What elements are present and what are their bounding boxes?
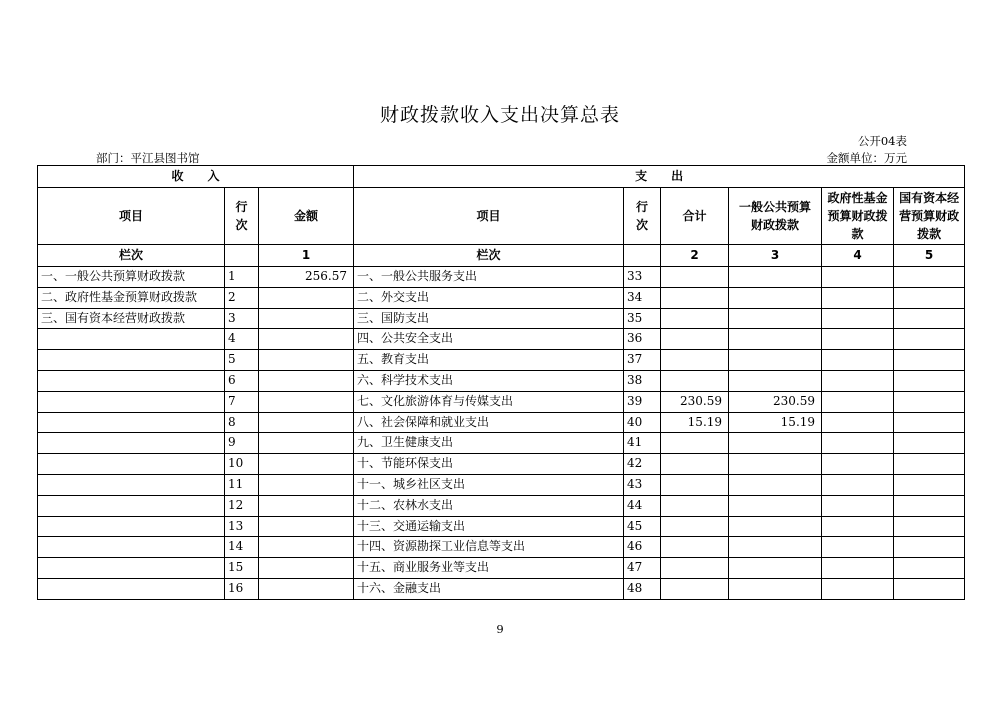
state-capital-cell	[894, 495, 965, 516]
general-budget-cell	[729, 350, 822, 371]
total-cell	[661, 454, 729, 475]
income-row-no-cell: 11	[225, 474, 259, 495]
total-cell	[661, 474, 729, 495]
table-row	[38, 391, 965, 412]
general-budget-cell	[729, 267, 822, 288]
gov-fund-cell	[822, 578, 894, 599]
total-cell	[661, 350, 729, 371]
general-budget-cell: 230.59	[729, 391, 822, 412]
income-amount-cell	[259, 433, 354, 454]
table-row	[38, 578, 965, 599]
gov-fund-cell	[822, 308, 894, 329]
column-number-row	[38, 245, 965, 267]
state-capital-cell	[894, 474, 965, 495]
expense-row-no-cell: 34	[624, 287, 661, 308]
column-number-2: 2	[661, 245, 729, 267]
table-row	[38, 537, 965, 558]
column-number-4: 4	[822, 245, 894, 267]
gov-fund-cell	[822, 474, 894, 495]
expense-row-no-cell: 43	[624, 474, 661, 495]
income-amount-header: 金额	[259, 188, 354, 245]
general-budget-cell	[729, 433, 822, 454]
gov-fund-cell	[822, 350, 894, 371]
state-capital-cell	[894, 578, 965, 599]
expense-row-no-cell: 35	[624, 308, 661, 329]
total-cell	[661, 537, 729, 558]
total-cell: 15.19	[661, 412, 729, 433]
expense-item-cell: 十一、城乡社区支出	[354, 474, 624, 495]
table-row	[38, 516, 965, 537]
column-number-blank	[225, 245, 259, 267]
total-cell	[661, 516, 729, 537]
gov-fund-cell	[822, 433, 894, 454]
expense-row-no-cell: 48	[624, 578, 661, 599]
state-capital-cell	[894, 391, 965, 412]
income-amount-cell	[259, 391, 354, 412]
expense-item-cell: 四、公共安全支出	[354, 329, 624, 350]
expense-item-cell: 七、文化旅游体育与传媒支出	[354, 391, 624, 412]
column-header-row	[38, 188, 965, 245]
expense-item-cell: 十四、资源勘探工业信息等支出	[354, 537, 624, 558]
table-row	[38, 350, 965, 371]
expense-row-no-cell: 41	[624, 433, 661, 454]
income-amount-cell	[259, 495, 354, 516]
gov-fund-cell	[822, 412, 894, 433]
expense-item-header: 项目	[354, 188, 624, 245]
income-item-cell	[38, 578, 225, 599]
income-amount-cell	[259, 537, 354, 558]
total-cell	[661, 495, 729, 516]
state-capital-cell	[894, 537, 965, 558]
expense-item-cell: 十、节能环保支出	[354, 454, 624, 475]
income-item-cell	[38, 391, 225, 412]
state-capital-cell	[894, 412, 965, 433]
income-item-cell	[38, 329, 225, 350]
total-cell	[661, 578, 729, 599]
gov-fund-cell	[822, 454, 894, 475]
state-capital-cell	[894, 308, 965, 329]
general-budget-cell: 15.19	[729, 412, 822, 433]
state-capital-cell	[894, 287, 965, 308]
table-row	[38, 412, 965, 433]
income-row-no-cell: 7	[225, 391, 259, 412]
budget-table	[37, 165, 965, 600]
column-number-5: 5	[894, 245, 965, 267]
general-budget-cell	[729, 495, 822, 516]
expense-item-cell: 一、一般公共服务支出	[354, 267, 624, 288]
column-number-blank	[624, 245, 661, 267]
gov-fund-cell	[822, 537, 894, 558]
expense-item-cell: 八、社会保障和就业支出	[354, 412, 624, 433]
page-title: 财政拨款收入支出决算总表	[379, 104, 620, 126]
income-item-cell	[38, 516, 225, 537]
general-budget-cell	[729, 537, 822, 558]
column-number-3: 3	[729, 245, 822, 267]
income-section-header: 收 入	[38, 166, 354, 188]
general-budget-cell	[729, 516, 822, 537]
income-row-no-cell: 16	[225, 578, 259, 599]
expense-row-no-cell: 39	[624, 391, 661, 412]
general-budget-cell	[729, 370, 822, 391]
expense-row-no-cell: 47	[624, 558, 661, 579]
expense-item-cell: 九、卫生健康支出	[354, 433, 624, 454]
income-item-cell	[38, 495, 225, 516]
table-row	[38, 433, 965, 454]
income-row-no-cell: 2	[225, 287, 259, 308]
expense-item-cell: 六、科学技术支出	[354, 370, 624, 391]
income-amount-cell	[259, 370, 354, 391]
income-amount-cell	[259, 474, 354, 495]
expense-row-no-header: 行次	[624, 188, 661, 245]
total-cell	[661, 308, 729, 329]
income-amount-cell	[259, 329, 354, 350]
income-amount-cell	[259, 558, 354, 579]
income-item-cell	[38, 412, 225, 433]
expense-row-no-cell: 45	[624, 516, 661, 537]
table-row	[38, 454, 965, 475]
expense-row-no-cell: 36	[624, 329, 661, 350]
total-cell: 230.59	[661, 391, 729, 412]
state-capital-cell	[894, 433, 965, 454]
gov-fund-cell	[822, 370, 894, 391]
income-row-no-cell: 13	[225, 516, 259, 537]
income-item-cell	[38, 433, 225, 454]
table-row	[38, 308, 965, 329]
expense-item-cell: 二、外交支出	[354, 287, 624, 308]
general-budget-cell	[729, 454, 822, 475]
general-budget-cell	[729, 308, 822, 329]
income-item-cell: 三、国有资本经营财政拨款	[38, 308, 225, 329]
general-budget-cell	[729, 474, 822, 495]
section-header-row	[38, 166, 965, 188]
total-cell	[661, 433, 729, 454]
expense-row-no-cell: 46	[624, 537, 661, 558]
income-amount-cell	[259, 350, 354, 371]
income-amount-cell	[259, 578, 354, 599]
income-item-cell: 二、政府性基金预算财政拨款	[38, 287, 225, 308]
income-item-cell	[38, 454, 225, 475]
expense-row-no-cell: 38	[624, 370, 661, 391]
income-amount-cell	[259, 287, 354, 308]
total-header: 合计	[661, 188, 729, 245]
column-number-1: 1	[259, 245, 354, 267]
expense-row-no-cell: 44	[624, 495, 661, 516]
state-capital-cell	[894, 267, 965, 288]
income-row-no-cell: 10	[225, 454, 259, 475]
income-row-no-cell: 1	[225, 267, 259, 288]
income-amount-cell	[259, 308, 354, 329]
income-item-cell	[38, 558, 225, 579]
table-row	[38, 329, 965, 350]
expense-row-no-cell: 40	[624, 412, 661, 433]
total-cell	[661, 287, 729, 308]
general-budget-cell	[729, 287, 822, 308]
general-budget-cell	[729, 578, 822, 599]
income-amount-cell	[259, 412, 354, 433]
state-capital-header: 国有资本经营预算财政拨款	[894, 188, 965, 245]
state-capital-cell	[894, 329, 965, 350]
income-amount-cell	[259, 516, 354, 537]
state-capital-cell	[894, 350, 965, 371]
total-cell	[661, 370, 729, 391]
general-budget-cell	[729, 329, 822, 350]
expense-item-cell: 五、教育支出	[354, 350, 624, 371]
table-row	[38, 558, 965, 579]
total-cell	[661, 558, 729, 579]
gov-fund-cell	[822, 329, 894, 350]
income-item-cell: 一、一般公共预算财政拨款	[38, 267, 225, 288]
unit-label: 金额单位：万元	[826, 151, 907, 165]
income-row-no-header: 行次	[225, 188, 259, 245]
expense-item-cell: 十六、金融支出	[354, 578, 624, 599]
income-item-header: 项目	[38, 188, 225, 245]
form-code: 公开04表	[857, 134, 907, 148]
expense-item-cell: 十二、农林水支出	[354, 495, 624, 516]
gov-fund-cell	[822, 287, 894, 308]
income-row-no-cell: 12	[225, 495, 259, 516]
income-item-cell	[38, 537, 225, 558]
expense-item-cell: 十三、交通运输支出	[354, 516, 624, 537]
general-budget-cell	[729, 558, 822, 579]
total-cell	[661, 329, 729, 350]
expense-row-no-cell: 33	[624, 267, 661, 288]
income-item-cell	[38, 350, 225, 371]
gov-fund-cell	[822, 391, 894, 412]
page-number: 9	[496, 622, 504, 636]
expense-item-cell: 三、国防支出	[354, 308, 624, 329]
total-cell	[661, 267, 729, 288]
income-amount-cell	[259, 454, 354, 475]
table-row	[38, 287, 965, 308]
income-row-no-cell: 9	[225, 433, 259, 454]
income-row-no-cell: 8	[225, 412, 259, 433]
table-row	[38, 495, 965, 516]
income-row-no-cell: 5	[225, 350, 259, 371]
state-capital-cell	[894, 370, 965, 391]
income-row-no-cell: 4	[225, 329, 259, 350]
state-capital-cell	[894, 516, 965, 537]
gov-fund-cell	[822, 558, 894, 579]
state-capital-cell	[894, 454, 965, 475]
expense-row-no-cell: 42	[624, 454, 661, 475]
expense-row-no-cell: 37	[624, 350, 661, 371]
gov-fund-cell	[822, 267, 894, 288]
column-label-left: 栏次	[38, 245, 225, 267]
department-label: 部门：平江县图书馆	[96, 151, 200, 165]
income-item-cell	[38, 474, 225, 495]
expense-section-header: 支 出	[354, 166, 965, 188]
income-item-cell	[38, 370, 225, 391]
gov-fund-header: 政府性基金预算财政拨款	[822, 188, 894, 245]
gov-fund-cell	[822, 516, 894, 537]
income-row-no-cell: 6	[225, 370, 259, 391]
income-row-no-cell: 3	[225, 308, 259, 329]
column-label-right: 栏次	[354, 245, 624, 267]
income-amount-cell: 256.57	[259, 267, 354, 288]
general-budget-header: 一般公共预算财政拨款	[729, 188, 822, 245]
table-row	[38, 474, 965, 495]
table-row	[38, 267, 965, 288]
state-capital-cell	[894, 558, 965, 579]
income-row-no-cell: 15	[225, 558, 259, 579]
gov-fund-cell	[822, 495, 894, 516]
income-row-no-cell: 14	[225, 537, 259, 558]
table-row	[38, 370, 965, 391]
expense-item-cell: 十五、商业服务业等支出	[354, 558, 624, 579]
